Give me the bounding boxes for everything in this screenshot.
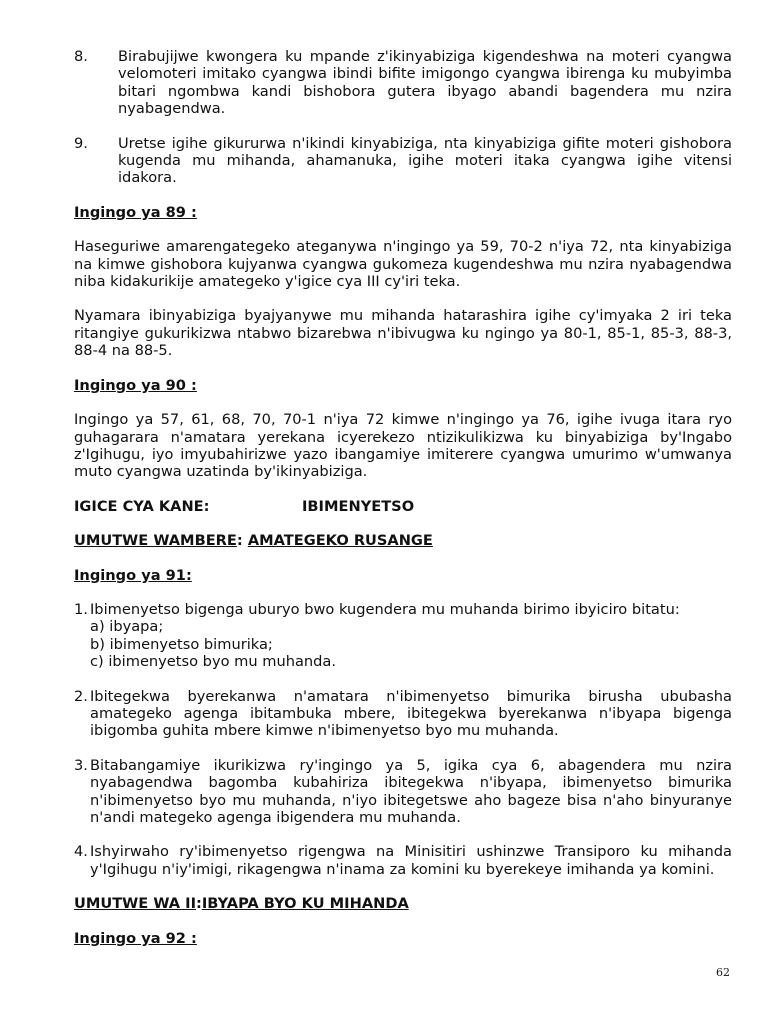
article-90-heading: Ingingo ya 90 : (74, 376, 197, 394)
article-90-paragraph-1: Ingingo ya 57, 61, 68, 70, 70-1 n'iya 72 kimwe n'ingingo ya 76, igihe ivuga itara ryo guhagarara n'amatara yerekana icyerekezo ntizikulikizwa ku binyabiziga by'Ingabo z'Igihugu, iyo imyubahirizwe yazo ibangamiye imiterere cyangwa umurimo w'umwanya muto cyangwa uzatinda by'ikinyabiziga. (74, 411, 732, 481)
section-separator: : (196, 895, 202, 913)
sub-item-c: c) ibimenyetso byo mu muhanda. (90, 653, 337, 671)
chapter-title: IBIMENYETSO (302, 497, 415, 515)
chapter-heading (74, 498, 732, 515)
chapter-label: IGICE CYA KANE: (74, 497, 210, 515)
item-number: 2. (74, 687, 88, 705)
item-number: 1. (74, 600, 88, 618)
item-text: Bitabangamiye ikurikizwa ry'ingingo ya 5, igika cya 6, abagendera mu nzira nyabagendwa bagomba kubahiriza ibitegekwa n'ibyapa, ibimenyetso bimurika n'ibimenyetso byo mu muhanda, n'iyo ibitegetswe aho bageze bisa n'aho binyuranye n'andi mategeko agenga ibigendera mu muhanda. (90, 756, 732, 826)
section-1-heading (74, 532, 732, 549)
item-text: Ibimenyetso bigenga uburyo bwo kugendera mu muhanda birimo ibyiciro bitatu: (90, 600, 680, 618)
document-page (74, 48, 732, 947)
item-number: 4. (74, 843, 88, 861)
section-label: UMUTWE WAMBERE (74, 532, 237, 550)
item-text: Ibitegekwa byerekanwa n'amatara n'ibimenyetso bimurika birusha ububasha amategeko agenga ibitambuka mbere, ibitegekwa byerekanwa n'ibyapa bigenga ibigomba guhita mbere kimwe n'ibimenyetso byo mu muhanda. (90, 687, 732, 740)
section-title: IBYAPA BYO KU MIHANDA (201, 895, 409, 913)
article-89-paragraph-2: Nyamara ibinyabiziga byajyanywe mu mihanda hatarashira igihe cy'imyaka 2 iri teka ritangiye gukurikizwa ntabwo bizarebwa n'ibivugwa ku ngingo ya 80-1, 85-1, 85-3, 88-3, 88-4 na 88-5. (74, 307, 732, 360)
article-89-paragraph-1: Haseguriwe amarengategeko ateganywa n'ingingo ya 59, 70-2 n'iya 72, nta kinyabiziga na kimwe gishobora kujyanwa cyangwa gukomeza kugendeshwa mu nzira nyabagendwa niba kidakurikije amategeko y'igice cya III cy'iri teka. (74, 238, 732, 291)
sub-item-b: b) ibimenyetso bimurika; (90, 635, 273, 653)
item-text: Ishyirwaho ry'ibimenyetso rigengwa na Minisitiri ushinzwe Transiporo ku mihanda y'Igihugu n'iy'imigi, rikagengwa n'inama za komini ku byerekeye imihanda ya komini. (90, 843, 732, 878)
item-text: Uretse igihe gikururwa n'ikindi kinyabiziga, nta kinyabiziga gifite moteri gishobora kugenda mu mihanda, ahamanuka, igihe moteri itaka cyangwa igihe vitensi idakora. (118, 134, 732, 187)
item-number: 9. (74, 134, 88, 152)
article-92-heading: Ingingo ya 92 : (74, 929, 197, 947)
article-91-item-3 (74, 757, 732, 827)
item-number: 3. (74, 756, 88, 774)
item-text: Birabujijwe kwongera ku mpande z'ikinyabiziga kigendeshwa na moteri cyangwa velomoteri imitako cyangwa ibindi bifite imigongo cyangwa ibirenga ku mubyimba bitari ngombwa kandi bishobora gutera ibyago abandi bagendera mu nzira nyabagendwa. (118, 48, 732, 118)
article-91-heading: Ingingo ya 91: (74, 566, 192, 584)
article-89-heading: Ingingo ya 89 : (74, 203, 197, 221)
section-separator: : (236, 532, 243, 550)
item-number: 8. (74, 48, 88, 65)
section-2-heading (74, 895, 732, 912)
section-label: UMUTWE WA II (74, 895, 197, 913)
list-item-8 (74, 48, 732, 118)
article-91-item-2 (74, 688, 732, 740)
page-number: 62 (716, 966, 730, 979)
article-91-item-4 (74, 843, 732, 878)
sub-item-a: a) ibyapa; (90, 618, 164, 636)
article-91-item-1 (74, 601, 732, 618)
list-item-9 (74, 135, 732, 187)
section-title: AMATEGEKO RUSANGE (247, 532, 433, 550)
